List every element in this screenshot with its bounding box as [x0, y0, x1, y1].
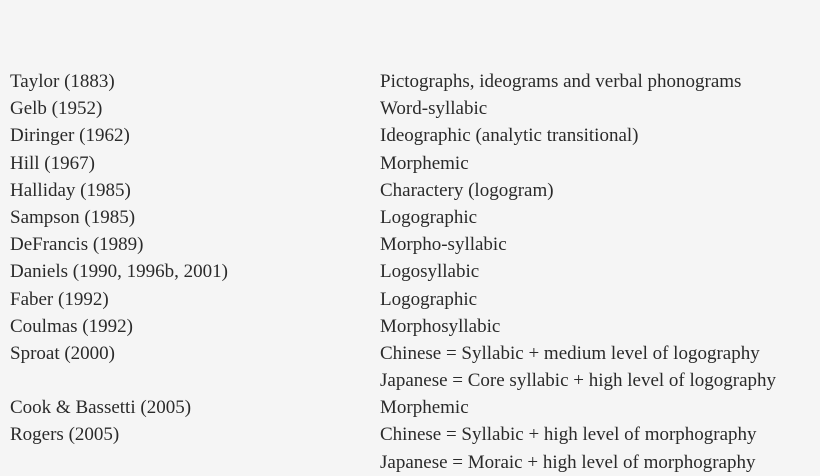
author-cell: Halliday (1985)	[10, 179, 131, 201]
table-row	[10, 421, 815, 448]
classification-cell: Logographic	[380, 288, 478, 310]
author-cell: DeFrancis (1989)	[10, 234, 144, 256]
author-cell: Sampson (1985)	[10, 206, 136, 228]
author-cell: Rogers (2005)	[10, 424, 120, 446]
classification-cell: Logosyllabic	[380, 261, 480, 283]
table-row	[10, 286, 815, 313]
classification-cell: Morpho-syllabic	[380, 234, 507, 256]
table-row	[10, 177, 815, 204]
table-row	[10, 394, 815, 421]
table-row	[10, 122, 815, 149]
table-row	[10, 68, 815, 95]
author-cell: Gelb (1952)	[10, 98, 103, 120]
table-row	[10, 150, 815, 177]
table-row	[10, 449, 815, 476]
author-cell: Diringer (1962)	[10, 125, 130, 147]
table-row	[10, 340, 815, 367]
classification-cell: Word-syllabic	[380, 98, 488, 120]
classification-cell: Japanese = Core syllabic + high level of logography	[380, 370, 777, 392]
table-row	[10, 95, 815, 122]
table-row	[10, 204, 815, 231]
table-row	[10, 258, 815, 285]
author-cell: Taylor (1883)	[10, 71, 115, 92]
author-cell: Cook & Bassetti (2005)	[10, 397, 192, 419]
classification-cell: Morphemic	[380, 397, 469, 419]
classification-cell: Charactery (logogram)	[380, 179, 554, 201]
table-row	[10, 367, 815, 394]
author-cell: Faber (1992)	[10, 288, 109, 310]
author-cell: Coulmas (1992)	[10, 315, 133, 337]
author-cell: Hill (1967)	[10, 152, 95, 174]
author-cell	[10, 367, 380, 394]
classification-cell: Logographic	[380, 206, 478, 228]
classification-cell: Pictographs, ideograms and verbal phonograms	[380, 71, 742, 92]
classification-cell: Ideographic (analytic transitional)	[380, 125, 639, 147]
classification-table	[10, 68, 815, 476]
author-cell: Daniels (1990, 1996b, 2001)	[10, 261, 228, 283]
classification-cell: Chinese = Syllabic + high level of morphography	[380, 424, 757, 446]
author-cell	[10, 449, 380, 476]
author-cell: Sproat (2000)	[10, 342, 116, 364]
classification-cell: Morphemic	[380, 152, 469, 174]
table-row	[10, 231, 815, 258]
classification-cell: Morphosyllabic	[380, 315, 501, 337]
classification-cell: Chinese = Syllabic + medium level of logography	[380, 342, 760, 364]
table-row	[10, 313, 815, 340]
classification-cell: Japanese = Moraic + high level of morphography	[380, 451, 756, 473]
